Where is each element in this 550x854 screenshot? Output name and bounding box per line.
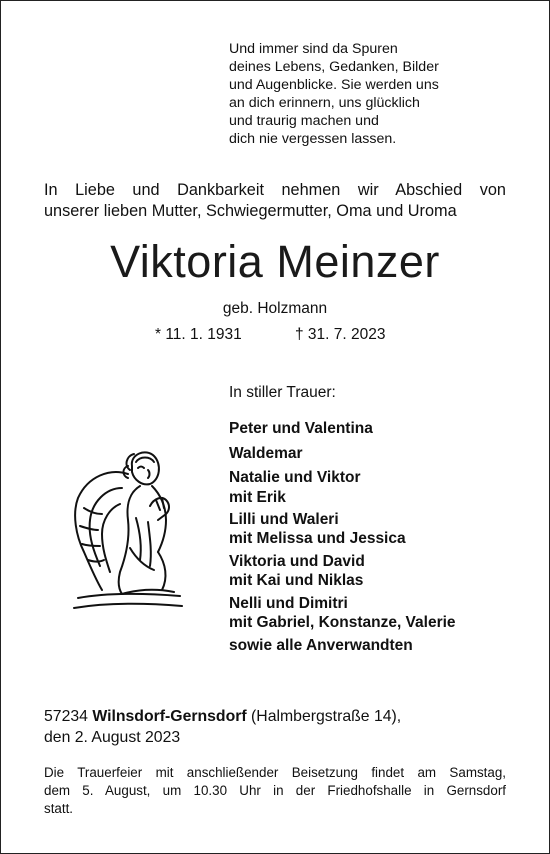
mourner-group	[229, 418, 456, 440]
mourner-line: mit Gabriel, Konstanze, Valerie	[229, 614, 456, 632]
date-line: den 2. August 2023	[44, 729, 181, 746]
intro-line: In Liebe und Dankbarkeit nehmen wir Abschied von	[44, 181, 506, 199]
mourner-line: Viktoria und David	[229, 552, 365, 570]
town: Wilnsdorf-Gernsdorf	[92, 708, 247, 725]
mourner-line: Waldemar	[229, 445, 303, 463]
notice-line: Die Trauerfeier mit anschließender Beisetzung findet am Samstag,	[44, 765, 506, 780]
mourning-heading: In stiller Trauer:	[229, 384, 336, 401]
poem-line: und Augenblicke. Sie werden uns	[229, 77, 439, 93]
mourner-group	[229, 552, 456, 591]
mourner-line: mit Erik	[229, 488, 286, 506]
postcode: 57234	[44, 708, 88, 725]
notice-line: statt.	[44, 801, 74, 816]
mourner-line: mit Melissa und Jessica	[229, 530, 406, 548]
intro-line: unserer lieben Mutter, Schwiegermutter, Oma und Uroma	[44, 202, 457, 220]
mourners-list	[229, 418, 456, 660]
death-date: † 31. 7. 2023	[295, 326, 386, 343]
maiden-name: geb. Holzmann	[222, 300, 328, 317]
mourner-line: Natalie und Viktor	[229, 469, 361, 487]
funeral-notice	[44, 764, 506, 818]
praying-angel-icon	[70, 448, 188, 620]
mourner-group	[229, 443, 456, 465]
mourner-group	[229, 510, 456, 549]
poem	[229, 40, 439, 148]
notice-line: dem 5. August, um 10.30 Uhr in der Friedhofshalle in Gernsdorf	[44, 783, 506, 798]
mourner-line: Lilli und Waleri	[229, 510, 339, 528]
mourner-line: Peter und Valentina	[229, 420, 373, 437]
mourner-group	[229, 468, 456, 507]
deceased-name: Viktoria Meinzer	[110, 236, 440, 287]
mourner-group	[229, 635, 456, 657]
mourner-line: sowie alle Anverwandten	[229, 637, 413, 655]
intro-text	[44, 180, 506, 222]
poem-line: dich nie vergessen lassen.	[229, 131, 397, 147]
mourner-line: Nelli und Dimitri	[229, 594, 348, 612]
poem-line: an dich erinnern, uns glücklich	[229, 95, 420, 111]
poem-line: Und immer sind da Spuren	[229, 41, 398, 57]
birth-date: * 11. 1. 1931	[155, 326, 242, 343]
street: (Halmbergstraße 14),	[251, 708, 402, 725]
address-line	[44, 706, 401, 727]
mourner-group	[229, 594, 456, 633]
address-block	[44, 706, 401, 748]
mourner-line: mit Kai und Niklas	[229, 572, 364, 590]
poem-line: und traurig machen und	[229, 113, 379, 129]
poem-line: deines Lebens, Gedanken, Bilder	[229, 59, 439, 75]
